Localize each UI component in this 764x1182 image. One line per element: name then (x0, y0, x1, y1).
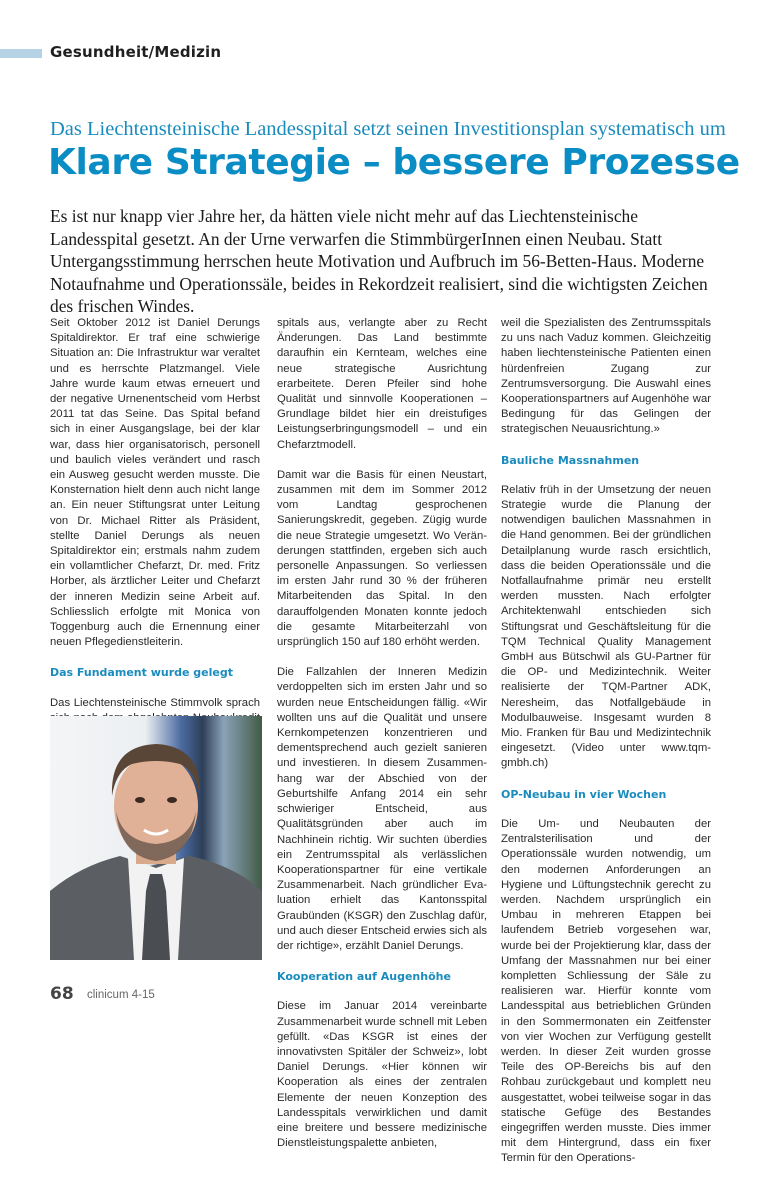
paragraph: Seit Oktober 2012 ist Daniel Derungs Spitaldirektor. Er traf eine schwierige Situation an: Die Infrastruktur war veraltet und es herrschte Platzmangel. Viele Jahre wurde kaum etwas erneuert und der negative Urnenentscheid vom Herbst 2011 tat das Seine. Das Spital befand sich in einer Ausgangslage, bei der klar war, dass hier organisatorisch, personell und baulich vieles verändert und rasch ein Ausweg gesucht werden musste. Die Konsternation hielt denn auch nicht lange an. Ein neuer Stiftungsrat unter Leitung von Dr. Michael Ritter als Präsident, stellte Daniel Derungs als neuen Spitaldirektor ein; erstmals nahm zudem ein vollamtlicher Chefarzt, Dr. med. Fritz Horber, als ärztlicher Leiter und Chefarzt der inneren Medizin seine Arbeit auf. Schliesslich erfolgte mit Monica von Toggenburg auch die Ernennung einer neuen Pflegedienstleiterin. (50, 317, 260, 649)
paragraph: Diese im Januar 2014 vereinbarte Zusammenarbeit wurde schnell mit Leben gefüllt. «Das KSGR ist eines der innovativsten Spitäler der Schweiz», lobt Daniel Derungs. «Hier können wir Kooperation als eines der zentralen Elemente der neuen Konzeption des Landesspitals verwirklichen und damit eine breitere und bessere medizinische Dienstleistungspalette anbieten, (277, 1000, 487, 1150)
section-marker-bar (0, 49, 42, 58)
subheading: Bauliche Massnahmen (501, 453, 640, 467)
subheading: Kooperation auf Augenhöhe (277, 970, 451, 984)
paragraph: Relativ früh in der Umsetzung der neuen Strategie wurde die Planung der notwendigen baulichen Massnahmen in die Hand genommen. Bei der gründlichen Detailplanung wurde rasch ersichtlich, dass die beiden Operationssäle und die Notfallaufnahme primär neu erstellt werden mussten. Nach erfolgter Architektenwahl entschieden sich Stiftungsrat und Geschäftsleitung für die TQM Technical Quality Management GmbH aus Bütschwil als GU-Partner für die OP- und Medizintechnik. Weiter realisierte der TQM-Partner ADK, Neresheim, das Notfallgebäude in Modulbauweise. Insgesamt wurden 8 Mio. Franken für Bau und Medizintechnik eingesetzt. (Video unter www.tqm-gmbh.ch) (501, 483, 711, 770)
paragraph: Die Fallzahlen der Inneren Medizin verdoppelten sich im ersten Jahr und so wurden neue Entscheidungen fällig. «Wir wollten uns auf die Qualität und unsere Kernkompetenzen konzentrieren und dementsprechend auch gezielt sanieren und investieren. In diesem Zusammenhang war der Abschied von der Geburtshilfe Anfang 2014 ein sehr schwieriger Entscheid, aus Qualitätsgründen aber auch im Nachhinein richtig. Wir suchten überdies ein Zentrumsspital als verlässlichen Kooperationspartner für eine vertikale Zusammenarbeit. Nach gründlicher Evaluation erhielt das Kantonsspital Graubünden (KSGR) den Zuschlag dafür, und auch dieser Entscheid erwies sich als der richtige», erzählt Daniel Derungs. (277, 666, 487, 952)
portrait-photo (50, 716, 262, 960)
publication-name: clinicum 4-15 (87, 989, 155, 1001)
article-lead: Es ist nur knapp vier Jahre her, da hätten viele nicht mehr auf das Liechtensteinische Landesspital gesetzt. An der Urne verwarfen die StimmbürgerInnen einen Neubau. Statt Untergangsstimmung herrschen heute Motivation und Aufbruch im 56-Betten-Haus. Moderne Notaufnahme und Operationssäle, beides in Rekordzeit realisiert, sind die wichtigsten Zeichen des frischen Windes. (50, 206, 708, 317)
paragraph: weil die Spezialisten des Zentrumsspitals zu uns nach Vaduz kommen. Gleichzeitig haben liechtensteinische Patienten einen hürdenfreien Zugang zur Zentrumsversorgung. Die Auswahl eines Kooperationspartners auf Augenhöhe war Bedingung für das Gelingen der strategischen Neuausrichtung.» (501, 317, 711, 436)
article-column-2 (277, 316, 487, 1166)
eye-shape (167, 797, 177, 803)
paragraph: spitals aus, verlangte aber zu Recht Änderungen. Das Land bestimmte daraufhin ein Kernteam, welches eine neue strategische Ausrichtung erarbeitete. Deren Pfeiler sind hohe Qualität und sinnvolle Kooperationen – Grundlage bildet hier ein dreistufiges Leistungserbringungsmodell – und ein Chefarztmodell. (277, 317, 487, 451)
article-column-3 (501, 316, 711, 1182)
article-kicker: Das Liechtensteinische Landesspital setzt seinen Investitionsplan systematisch um (50, 118, 726, 140)
subheading: OP-Neubau in vier Wochen (501, 787, 667, 801)
paragraph: Die Um- und Neubauten der Zentralsterilisation und der Operationssäle wurden notwendig, um den modernen Anforderungen an Hygiene und Lüftungstechnik gerecht zu werden. Nachdem ursprünglich ein Umbau in mehreren Etappen bei laufendem Betrieb vorgesehen war, wurde bei der Projektierung klar, dass der Umfang der Massnahmen nur bei einer kompletten Schliessung der Säle zu realisieren war. Hierfür konnte vom Landesspital aus betrieblichen Gründen in den Sommermonaten ein Zeitfenster von vier Wochen zur Verfügung gestellt werden. In dieser Zeit wurden grosse Teile des OP-Bereichs bis auf den Rohbau zurückgebaut und komplett neu ausgestattet, wobei teilweise sogar in das statische Gefüge des Bestandes eingegriffen werden musste. Dies immer mit dem Hintergrund, dass ein fixer Termin für den Operations- (501, 817, 711, 1165)
paragraph: Damit war die Basis für einen Neustart, zusammen mit dem im Sommer 2012 vom Landtag gesprochenen Sanierungskredit, gegeben. Zügig wurde die neue Strategie umgesetzt. Wo Veränderungen stattfinden, ergeben sich auch personelle Anpassungen. So verliessen im ersten Jahr rund 30 % der früheren Mitarbeitenden das Spital. In den darauffolgenden Monaten konnte jedoch die gesamte Mitarbeiterzahl von ursprünglich 150 auf 180 erhöht werden. (277, 468, 487, 649)
section-label: Gesundheit/Medizin (50, 43, 222, 61)
eye-shape (135, 797, 145, 803)
page-number: 68 (50, 984, 74, 1004)
article-headline: Klare Strategie – bessere Prozesse (48, 142, 740, 183)
paragraph: Das Liechtensteinische Stimmvolk sprach (50, 696, 260, 709)
portrait-illustration (50, 716, 262, 960)
subheading: Das Fundament wurde gelegt (50, 666, 233, 680)
